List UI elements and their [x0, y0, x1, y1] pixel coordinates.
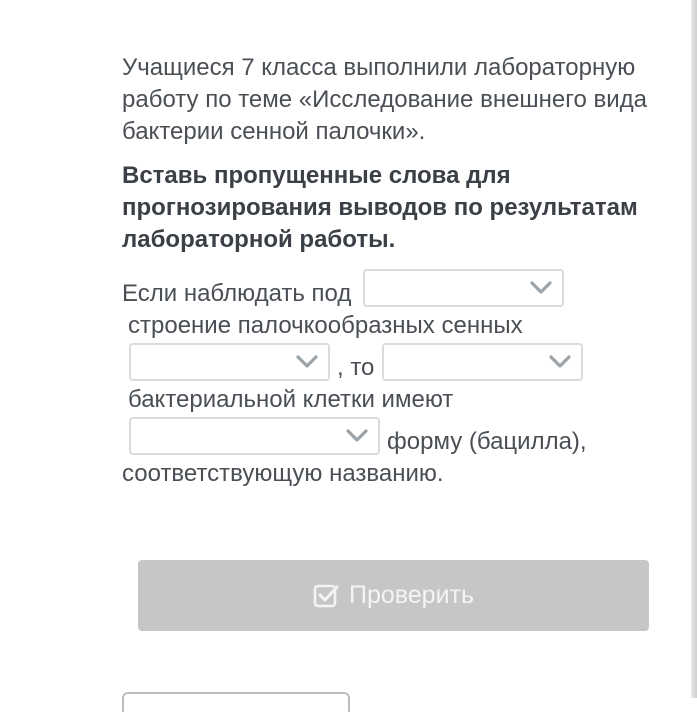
check-button-label: Проверить — [348, 581, 475, 609]
sentence-part-1: Если наблюдать под — [122, 280, 352, 307]
sentence-part-2: строение палочкообразных сенных — [128, 312, 523, 339]
chevron-down-icon — [296, 355, 318, 369]
task-instruction: Вставь пропущенные слова для прогнозирования выводов по результатам лабораторной работы. — [122, 162, 638, 253]
dropdown-blank-4[interactable] — [129, 417, 380, 455]
sentence-part-6: соответствующую названию. — [122, 460, 444, 487]
check-button[interactable] — [138, 560, 649, 631]
chevron-down-icon — [530, 281, 552, 295]
next-control-partial[interactable] — [122, 692, 350, 712]
sentence-part-4: бактериальной клетки имеют — [128, 386, 454, 413]
dropdown-blank-1[interactable] — [363, 269, 564, 307]
page-edge-shadow — [691, 0, 697, 698]
task-intro: Учащиеся 7 класса выполнили лабораторную работу по теме «Исследование внешнего вида бактерии сенной палочки». — [122, 54, 648, 145]
chevron-down-icon — [549, 355, 571, 369]
sentence-part-5: форму (бацилла), — [387, 428, 587, 455]
checkbox-check-icon — [313, 583, 339, 609]
sentence-part-3: , то — [337, 354, 375, 381]
dropdown-blank-2[interactable] — [129, 343, 330, 381]
chevron-down-icon — [346, 429, 368, 443]
dropdown-blank-3[interactable] — [382, 343, 583, 381]
